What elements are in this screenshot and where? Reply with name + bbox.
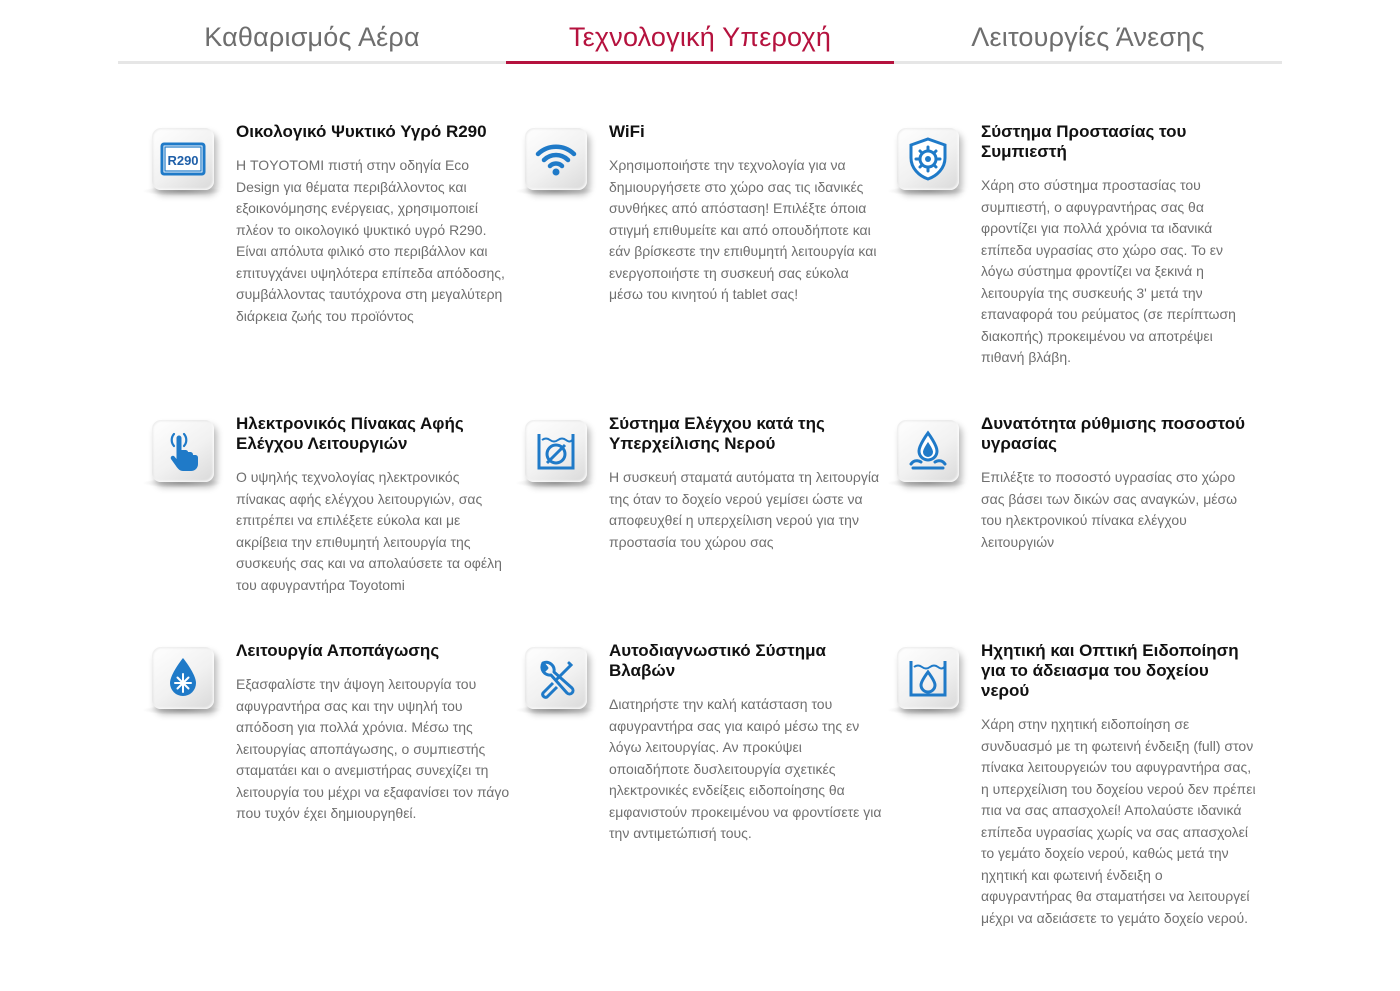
- feature-title: Αυτοδιαγνωστικό Σύστημα Βλαβών: [609, 641, 826, 680]
- feature-title: Λειτουργία Αποπάγωσης: [236, 641, 440, 660]
- overflow-control-icon: [513, 420, 593, 492]
- humidity-setting-icon: [885, 420, 965, 492]
- tab-technological-superiority[interactable]: Τεχνολογική Υπεροχή: [506, 0, 894, 61]
- feature-description: Η συσκευή σταματά αυτόματα τη λειτουργία της όταν το δοχείο νερού γεμίσει ώστε να αποφευχθεί η υπερχείλιση νερού για την προστασία του χώρου σας: [609, 469, 880, 550]
- feature-description: Η TOYOTOMI πιστή στην οδηγία Eco Design για θέματα περιβάλλοντος και εξοικονόμησης ενέργειας, χρησιμοποιεί πλέον το οικολογικό ψυκτικό υγρό R290. Είναι απόλυτα φιλικό στο περιβάλλον και επιτυγχάνει υψηλότερα επίπεδα απόδοσης, συμβάλλοντας ταυτόχρονα στη μεγαλύτερη διάρκεια ζωής του προϊόντος: [236, 157, 505, 324]
- feature-title: Δυνατότητα ρύθμισης ποσοστού υγρασίας: [981, 414, 1246, 453]
- touch-panel-icon: [140, 420, 220, 492]
- tab-air-purification[interactable]: Καθαρισμός Αέρα: [204, 22, 420, 52]
- feature-description: Χάρη στο σύστημα προστασίας του συμπιεστή, ο αφυγραντήρας σας θα φροντίζει για πολλά χρόνια τα ιδανικά επίπεδα υγρασίας στο χώρο σας. Το εν λόγω σύστημα φροντίζει να ξεκινά η λειτουργία της συσκευής 3' μετά την επαναφορά του ρεύματος (σε περίπτωση διακοπής) προκειμένου να αποτρέψει πιθανή βλάβη.: [981, 177, 1236, 365]
- feature-title: Οικολογικό Ψυκτικό Υγρό R290: [236, 122, 487, 141]
- r290-refrigerant-icon: [140, 128, 220, 200]
- compressor-shield-icon: [885, 128, 965, 200]
- feature-title: Ηλεκτρονικός Πίνακας Αφής Ελέγχου Λειτουργιών: [236, 414, 464, 453]
- self-diagnosis-icon: [513, 647, 593, 719]
- feature-title: WiFi: [609, 122, 645, 141]
- feature-description: Ο υψηλής τεχνολογίας ηλεκτρονικός πίνακας αφής ελέγχου λειτουργιών, σας επιτρέπει να επιλέξετε εύκολα και με ακρίβεια την επιθυμητή λειτουργία της συσκευής σας και να απολαύσετε τα οφέλη του αφυγραντήρα Toyotomi: [236, 469, 502, 593]
- wifi-icon: [513, 128, 593, 200]
- feature-title: Ηχητική και Οπτική Ειδοποίηση για το άδειασμα του δοχείου νερού: [981, 641, 1239, 700]
- feature-title: Σύστημα Προστασίας του Συμπιεστή: [981, 122, 1187, 161]
- feature-description: Εξασφαλίστε την άψογη λειτουργία του αφυγραντήρα σας και την υψηλή του απόδοση για πολλά χρόνια. Μέσω της λειτουργίας αποπάγωσης, ο συμπιεστής σταματάει και ο ανεμιστήρας συνεχίζει τη λειτουργία του μέχρι να εξαφανίσει τον πάγο που τυχόν έχει δημιουργηθεί.: [236, 676, 510, 821]
- feature-description: Επιλέξτε το ποσοστό υγρασίας στο χώρο σας βάσει των δικών σας αναγκών, μέσω του ηλεκτρονικού πίνακα ελέγχου λειτουργιών: [981, 469, 1238, 550]
- tab-bar: [118, 0, 1282, 64]
- r290-icon-label: R290: [167, 153, 199, 168]
- feature-description: Χρησιμοποιήστε την τεχνολογία για να δημιουργήσετε στο χώρο σας τις ιδανικές συνθήκες από απόσταση! Επιλέξτε όποια στιγμή επιθυμείτε και από οπουδήποτε και εάν βρίσκεστε την επιθυμητή λειτουργία και ενεργοποιήστε τη συσκευή σας εύκολα μέσω του κινητού ή tablet σας!: [609, 157, 877, 302]
- defrost-icon: [140, 647, 220, 719]
- tank-full-alert-icon: [885, 647, 965, 719]
- feature-description: Χάρη στην ηχητική ειδοποίηση σε συνδυασμό με τη φωτεινή ένδειξη (full) στον πίνακα λειτουργειών του αφυγραντήρα σας, η υπερχείλιση του δοχείου νερού δεν πρέπει πια να σας απασχολεί! Απολαύστε ιδανικά επίπεδα υγρασίας χωρίς να σας απασχολεί το γεμάτο δοχείο νερού, καθώς μετά την ηχητική και φωτεινή ένδειξη ο αφυγραντήρας θα σταματήσει να λειτουργεί μέχρι να αδειάσετε το γεμάτο δοχείο νερού.: [981, 716, 1256, 926]
- feature-title: Σύστημα Ελέγχου κατά της Υπερχείλισης Νερού: [609, 414, 825, 453]
- feature-description: Διατηρήστε την καλή κατάσταση του αφυγραντήρα σας για καιρό μέσω της εν λόγω λειτουργίας. Αν προκύψει οποιαδήποτε δυσλειτουργία σχετικές ηλεκτρονικές ενδείξεις ειδοποίησης θα εμφανιστούν προκειμένου να φροντίσετε για την αντιμετώπισή τους.: [609, 696, 882, 841]
- tab-comfort-functions[interactable]: Λειτουργίες Άνεσης: [971, 22, 1205, 52]
